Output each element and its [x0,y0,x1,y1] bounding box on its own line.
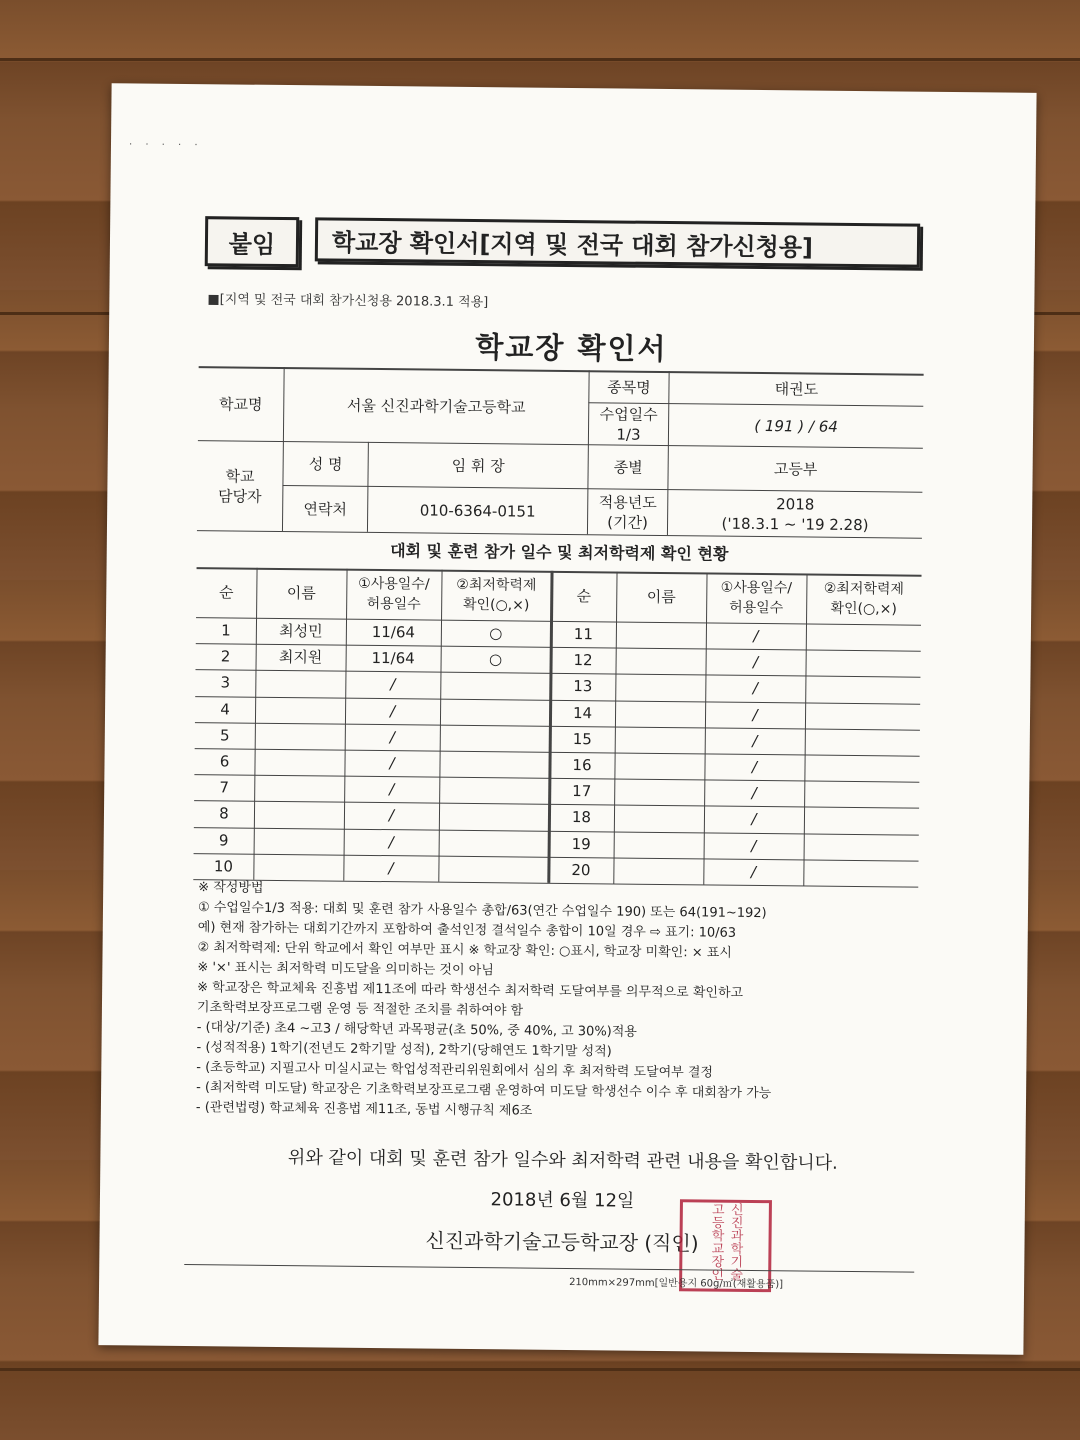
days-label-line2: 1/3 [616,424,641,444]
contact-label: 연락처 [303,499,348,519]
table-header-days [346,569,442,620]
table-cell-check [805,728,920,755]
table-cell-no: 2 [220,647,231,666]
document-page [98,83,1036,1355]
header-title-text: 학교장 확인서[지역 및 전국 대회 참가신청용] [331,228,814,262]
table-cell-days: / [752,705,758,724]
table-cell-days: 11/64 [371,623,416,642]
year-period: ('18.3.1 ~ '19 2.28) [721,514,869,534]
table-cell-check [439,751,549,778]
table-cell-name [614,805,704,832]
table-cell-check [804,781,919,808]
table-cell-days: / [390,675,396,694]
year-label [588,489,667,535]
sport-label: 종목명 [607,378,651,397]
table-cell-check: ○ [488,650,503,669]
table-cell-days: / [389,780,395,799]
punch-marks: · · · · · [128,139,203,152]
division-value: 고등부 [773,459,818,479]
instruction-line: ① 수업일수1/3 적용: 대회 및 훈련 참가 사용일수 총합/63(연간 수업일수 190) 또는 64(191~192) [197,900,767,922]
applicability-note: ■[지역 및 전국 대회 참가신청용 2018.3.1 적용] [207,292,489,311]
table-cell-name [616,622,706,649]
table-cell-name [613,857,703,884]
table-cell-name [614,752,704,779]
instruction-line: 예) 현재 참가하는 대회기간까지 포함하여 출석인정 결석일수 총합이 10일 경우 ⇨ 표기: 10/63 [197,920,737,941]
table-cell-name [254,827,344,854]
table-cell-name [254,749,344,776]
table-cell-check [804,833,919,860]
days-label [589,403,668,445]
table-cell-no: 15 [572,729,592,749]
instruction-line: ※ 작성방법 [198,880,264,896]
year-label-line1: 적용년도 [598,492,657,512]
table-cell-name [614,779,704,806]
table-cell-check [803,859,918,886]
table-cell-days: / [389,754,395,773]
instruction-line: - (대상/기준) 초4 ~고3 / 해당학년 과목평균(초 50%, 중 40%, 고 30%)적용 [196,1020,637,1040]
table-cell-name: 최지원 [278,648,323,667]
attachment-tag [205,216,300,267]
table-cell-days: / [753,627,759,646]
instruction-line: - (초등학교) 지필고사 미실시교는 학업성적관리위원회에서 심의 후 최저학력 도달여부 결정 [196,1060,714,1081]
year-number: 2018 [776,494,815,514]
staff-label [197,441,283,531]
table-header-days [706,572,807,623]
table-cell-days: / [388,806,395,825]
table-cell-days: / [751,784,757,803]
table-cell-no: 16 [572,756,592,775]
table-cell-name [614,831,704,858]
table-cell-name [615,700,705,727]
footer-rule [184,1264,914,1273]
table-header-h_name: 이름 [286,584,316,603]
table-cell-no: 13 [573,677,593,696]
days-header-line: 허용일수 [366,595,421,613]
days-label-line1: 수업일수 [599,404,658,424]
table-cell-name [255,696,345,723]
check-header-line: 확인(○,×) [462,596,530,614]
table-cell-name [255,723,345,750]
check-header-line: ②최저학력제 [456,576,537,594]
table-cell-name [615,726,705,753]
sport-value: 태권도 [774,380,819,399]
table-cell-days: / [389,728,395,747]
instruction-line: ② 최저학력제: 단위 학교에서 확인 여부만 표시 ※ 학교장 확인: ○표시, 학교장 미확인: × 표시 [197,940,732,961]
table-cell-days: / [389,701,396,720]
table-cell-name [615,648,705,675]
seal-text: 신진과학기술고등학교장인 [708,1202,743,1281]
instruction-line: - (성적적용) 1학기(전년도 2학기말 성적), 2학기(당해연도 1학기말 성적) [196,1040,612,1060]
table-cell-no: 9 [218,831,229,850]
table-header-check [806,573,922,624]
days-header-line: ①사용일수/ [358,575,430,593]
school-label: 학교명 [218,395,263,414]
table-cell-check [439,803,549,830]
table-header-check [441,570,552,621]
issue-date: 2018년 6월 12일 [490,1189,635,1212]
table-cell-check [440,698,550,725]
staff-label-line2: 담당자 [217,486,262,506]
table-cell-days: / [750,862,757,881]
year-label-line2: (기간) [607,512,649,532]
table-cell-no: 18 [571,808,592,827]
table-cell-no: 17 [572,782,592,801]
table-cell-days: / [388,859,394,878]
table-cell-name: 최성민 [279,622,323,641]
instruction-line: ※ '×' 표시는 최저학력 미도달을 의미하는 것이 아님 [197,960,494,979]
instruction-line: ※ 학교장은 학교체육 진흥법 제11조에 따라 학생선수 최저학력 도달여부를 의무적으로 확인하고 [197,980,744,1001]
table-cell-name [253,854,343,881]
table-cell-check [805,702,920,729]
contact-value: 010-6364-0151 [419,500,536,521]
floor-seam [0,1368,1080,1371]
table-cell-no: 10 [213,857,234,876]
table-cell-no: 8 [219,804,229,823]
table-cell-check [440,672,550,699]
staff-label-line1: 학교 [225,466,255,486]
name-label: 성 명 [308,454,343,474]
table-header-h_name: 이름 [646,587,676,607]
table-cell-name [254,801,344,828]
section-title: 대회 및 훈련 참가 일수 및 최저학력제 확인 현황 [390,541,729,564]
instructions [196,878,938,1126]
paper-spec: 210mm×297mm[일반용지 60g/㎡(재활용품)] [569,1277,784,1291]
table-cell-name [615,674,705,701]
table-cell-days: 11/64 [371,649,415,668]
table-header-h_no: 순 [218,583,234,602]
year-value [668,490,922,538]
check-header-line: ②최저학력제 [823,580,905,598]
table-cell-no: 19 [571,834,591,853]
table-cell-no: 20 [571,860,591,880]
page-title: 학교장 확인서 [475,330,668,367]
table-cell-no: 12 [573,651,593,670]
table-cell-name [254,775,344,802]
table-cell-days: / [752,653,759,672]
check-header-line: 확인(○,×) [830,600,897,618]
table-cell-check [439,777,549,804]
table-cell-check [438,855,548,882]
table-cell-check [805,676,920,703]
table-cell-days: / [752,679,758,698]
table-cell-no: 14 [572,703,593,722]
table-cell-no: 6 [219,752,230,771]
attachment-tag-label: 붙임 [228,229,276,259]
table-cell-days: / [751,810,757,829]
days-header-line: 허용일수 [729,599,784,617]
table-cell-no: 5 [219,726,230,745]
table-cell-no: 1 [221,621,231,640]
table-cell-days: / [752,731,758,750]
table-cell-days: / [751,758,758,777]
table-cell-check [439,829,549,856]
document-header-title [315,217,920,267]
days-header-line: ①사용일수/ [720,579,793,597]
table-cell-no: 3 [220,673,231,692]
instruction-line: 기초학력보장프로그램 운영 등 적절한 조치를 취하여야 함 [196,1000,524,1019]
table-cell-check [804,807,919,834]
instruction-line: - (최저학력 미도달) 학교장은 기초학력보장프로그램 운영하여 미도달 학생선수 이수 후 대회참가 가능 [196,1080,772,1102]
days-value: ( 191 ) / 64 [754,416,838,436]
table-cell-check [804,754,919,781]
table-cell-no: 7 [219,778,230,797]
table-header-h_no: 순 [576,587,592,606]
table-cell-days: / [751,836,757,855]
confirmation-statement: 위와 같이 대회 및 훈련 참가 일수와 최저학력 관련 내용을 확인합니다. [287,1147,838,1174]
school-name: 서울 신진과학기술고등학교 [346,396,526,417]
table-cell-no: 11 [573,625,594,644]
table-cell-no: 4 [220,700,230,719]
instruction-line: - (관련법령) 학교체육 진흥법 제11조, 동법 시행규칙 제6조 [195,1100,533,1119]
table-cell-check: ○ [489,624,503,643]
principal-signature: 신진과학기술고등학교장 (직인) [425,1228,699,1256]
table-cell-name [255,670,345,697]
floor-seam [0,58,1080,61]
table-cell-check [440,724,550,751]
table-cell-check [805,650,920,677]
table-cell-check [806,623,921,650]
division-label: 종별 [613,457,643,477]
staff-name: 임 휘 장 [451,456,505,475]
table-cell-days: / [388,832,394,851]
